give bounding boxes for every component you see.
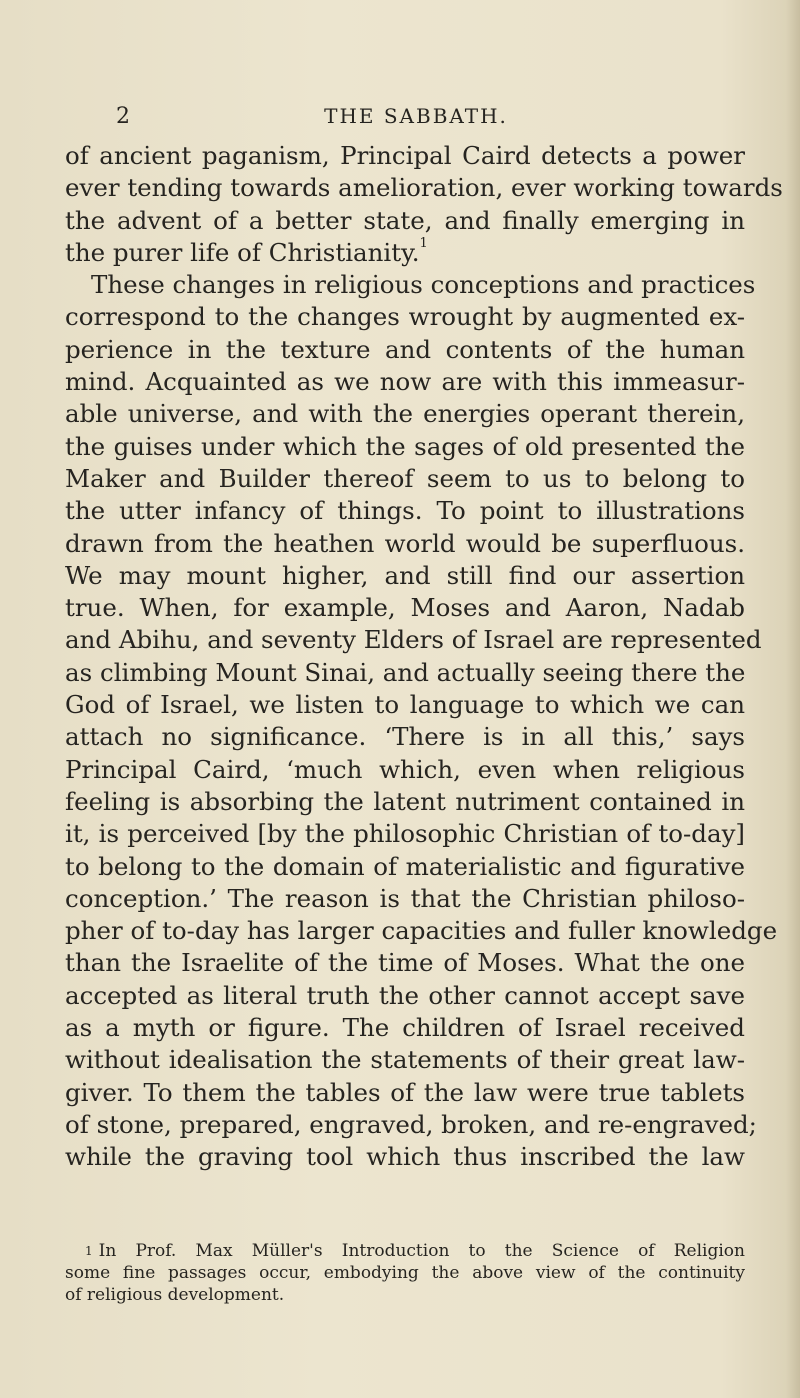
text-line: true. When, for example, Moses and Aaron, Nadab bbox=[65, 593, 745, 623]
text-line: to belong to the domain of materialistic and figurative bbox=[65, 851, 745, 881]
text-line: giver. To them the tables of the law were true tablets bbox=[65, 1077, 745, 1107]
page-header bbox=[116, 104, 716, 134]
text-line: Maker and Builder thereof seem to us to belong to bbox=[65, 463, 745, 493]
text-line: the advent of a better state, and finally emerging in bbox=[65, 205, 745, 235]
text-line: it, is perceived [by the philosophic Christian of to-day] bbox=[65, 819, 745, 849]
text-line: attach no significance. ‘There is in all this,’ says bbox=[65, 722, 745, 752]
text-line: drawn from the heathen world would be superfluous. bbox=[65, 528, 745, 558]
text-line: God of Israel, we listen to language to which we can bbox=[65, 690, 745, 720]
text-line: while the graving tool which thus inscribed the law bbox=[65, 1142, 745, 1172]
footnote-line: some fine passages occur, embodying the above view of the continuity bbox=[65, 1263, 745, 1283]
text-line: able universe, and with the energies operant therein, bbox=[65, 399, 745, 429]
text-line bbox=[65, 237, 745, 269]
footnote-line bbox=[65, 1240, 745, 1262]
page-number: 2 bbox=[116, 104, 130, 129]
text-line: as climbing Mount Sinai, and actually seeing there the bbox=[65, 657, 746, 687]
text-line: and Abihu, and seventy Elders of Israel are represented bbox=[65, 625, 762, 655]
footnote-marker: 1 bbox=[85, 1244, 93, 1258]
text-line: correspond to the changes wrought by augmented ex- bbox=[65, 302, 745, 332]
footnote-line: of religious development. bbox=[65, 1285, 285, 1305]
footnote bbox=[65, 1240, 745, 1306]
text-line: Principal Caird, ‘much which, even when religious bbox=[65, 754, 745, 784]
footnote-reference: 1 bbox=[419, 235, 428, 251]
text-line: of stone, prepared, engraved, broken, and re-engraved; bbox=[65, 1109, 757, 1139]
text-line: as a myth or figure. The children of Israel received bbox=[65, 1013, 745, 1043]
text-line: We may mount higher, and still find our assertion bbox=[65, 560, 745, 590]
text-line: of ancient paganism, Principal Caird detects a power bbox=[65, 141, 745, 170]
text-line: without idealisation the statements of their great law- bbox=[65, 1045, 745, 1075]
footnote-line-content: In Prof. Max Müller's Introduction to the Science of Religion bbox=[98, 1241, 745, 1261]
text-line-content: the purer life of Christianity. bbox=[65, 237, 420, 267]
text-line: pher of to-day has larger capacities and fuller knowledge bbox=[65, 916, 778, 946]
text-line: perience in the texture and contents of the human bbox=[65, 334, 745, 364]
running-head: THE SABBATH. bbox=[324, 104, 508, 128]
text-line: conception.’ The reason is that the Christian philoso- bbox=[65, 883, 745, 913]
text-line: mind. Acquainted as we now are with this immeasur- bbox=[65, 367, 745, 397]
text-line: accepted as literal truth the other cannot accept save bbox=[65, 980, 745, 1010]
text-line: than the Israelite of the time of Moses. What the one bbox=[65, 948, 745, 978]
body-text bbox=[65, 140, 783, 1174]
text-line: ever tending towards amelioration, ever working towards bbox=[65, 173, 783, 203]
page-edge-shadow bbox=[786, 0, 800, 1398]
text-line: These changes in religious conceptions and practices bbox=[91, 270, 756, 300]
text-line: the utter infancy of things. To point to illustrations bbox=[65, 496, 745, 526]
text-line: the guises under which the sages of old presented the bbox=[65, 431, 745, 461]
text-line: feeling is absorbing the latent nutriment contained in bbox=[65, 786, 745, 816]
